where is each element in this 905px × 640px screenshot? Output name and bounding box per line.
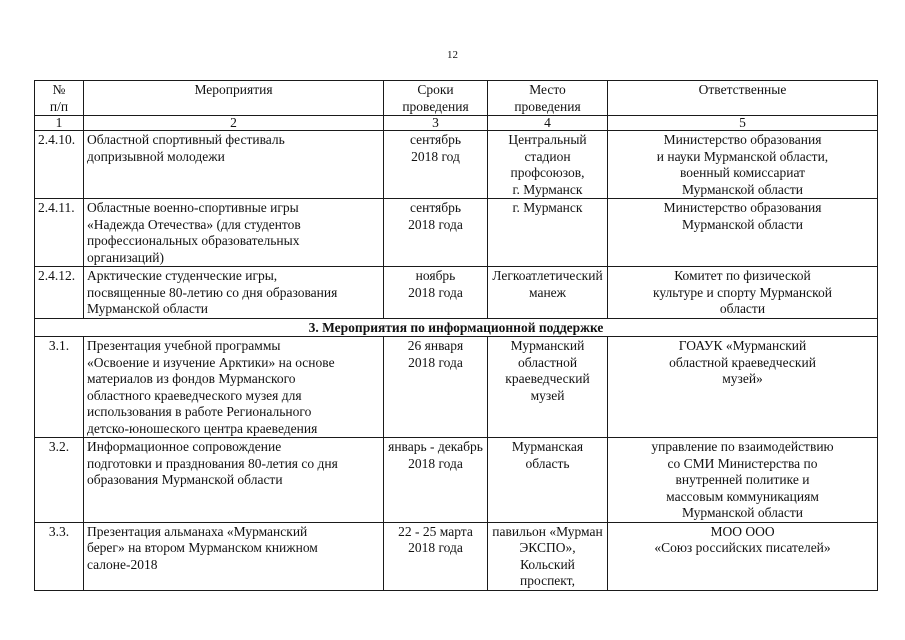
row-date: 26 января 2018 года [384, 337, 488, 438]
row-event: Областной спортивный фестиваль допризывной молодежи [84, 131, 384, 199]
row-date: январь - декабрь 2018 года [384, 438, 488, 523]
row-event: Презентация учебной программы «Освоение и изучение Арктики» на основе материалов из фондов Мурманского областного краеведческого музея для использования в работе Регионального детско-юношеского центра краеведения [84, 337, 384, 438]
row-num: 2.4.12. [35, 267, 84, 319]
column-number: 3 [384, 116, 488, 131]
table-row [35, 131, 878, 199]
row-event: Информационное сопровождение подготовки и празднования 80-летия со дня образования Мурманской области [84, 438, 384, 523]
row-responsible: Комитет по физической культуре и спорту Мурманской области [608, 267, 878, 319]
row-place: Мурманская область [488, 438, 608, 523]
row-place: Легкоатлетический манеж [488, 267, 608, 319]
table-header-row [35, 81, 878, 116]
column-number: 1 [35, 116, 84, 131]
row-responsible: Министерство образования и науки Мурманской области, военный комиссариат Мурманской области [608, 131, 878, 199]
events-table-container [34, 80, 877, 591]
column-numbers-row [35, 116, 878, 131]
row-num: 3.2. [35, 438, 84, 523]
table-row [35, 267, 878, 319]
row-place: павильон «Мурман ЭКСПО», Кольский проспект, [488, 522, 608, 590]
row-responsible: ГОАУК «Мурманский областной краеведческий музей» [608, 337, 878, 438]
row-date: ноябрь 2018 года [384, 267, 488, 319]
row-num: 3.3. [35, 522, 84, 590]
row-place: г. Мурманск [488, 199, 608, 267]
table-row [35, 522, 878, 590]
row-date: сентябрь 2018 год [384, 131, 488, 199]
header-date: Сроки проведения [384, 81, 488, 116]
row-event: Областные военно-спортивные игры «Надежда Отечества» (для студентов профессиональных образовательных организаций) [84, 199, 384, 267]
page-number: 12 [447, 49, 458, 61]
row-date: сентябрь 2018 года [384, 199, 488, 267]
header-event: Мероприятия [84, 81, 384, 116]
header-responsible: Ответственные [608, 81, 878, 116]
table-row [35, 199, 878, 267]
row-num: 2.4.11. [35, 199, 84, 267]
row-event: Презентация альманаха «Мурманский берег» на втором Мурманском книжном салоне-2018 [84, 522, 384, 590]
row-responsible: МОО ООО «Союз российских писателей» [608, 522, 878, 590]
column-number: 4 [488, 116, 608, 131]
section-title: 3. Мероприятия по информационной поддержке [35, 318, 878, 337]
column-number: 5 [608, 116, 878, 131]
row-responsible: Министерство образования Мурманской области [608, 199, 878, 267]
events-table [34, 80, 878, 591]
row-place: Мурманский областной краеведческий музей [488, 337, 608, 438]
row-date: 22 - 25 марта 2018 года [384, 522, 488, 590]
section-header-row [35, 318, 878, 337]
row-num: 3.1. [35, 337, 84, 438]
row-place: Центральный стадион профсоюзов, г. Мурманск [488, 131, 608, 199]
row-event: Арктические студенческие игры, посвященные 80-летию со дня образования Мурманской области [84, 267, 384, 319]
row-responsible: управление по взаимодействию со СМИ Министерства по внутренней политике и массовым коммуникациям Мурманской области [608, 438, 878, 523]
row-num: 2.4.10. [35, 131, 84, 199]
header-num: № п/п [35, 81, 84, 116]
table-row [35, 337, 878, 438]
header-place: Место проведения [488, 81, 608, 116]
table-row [35, 438, 878, 523]
column-number: 2 [84, 116, 384, 131]
